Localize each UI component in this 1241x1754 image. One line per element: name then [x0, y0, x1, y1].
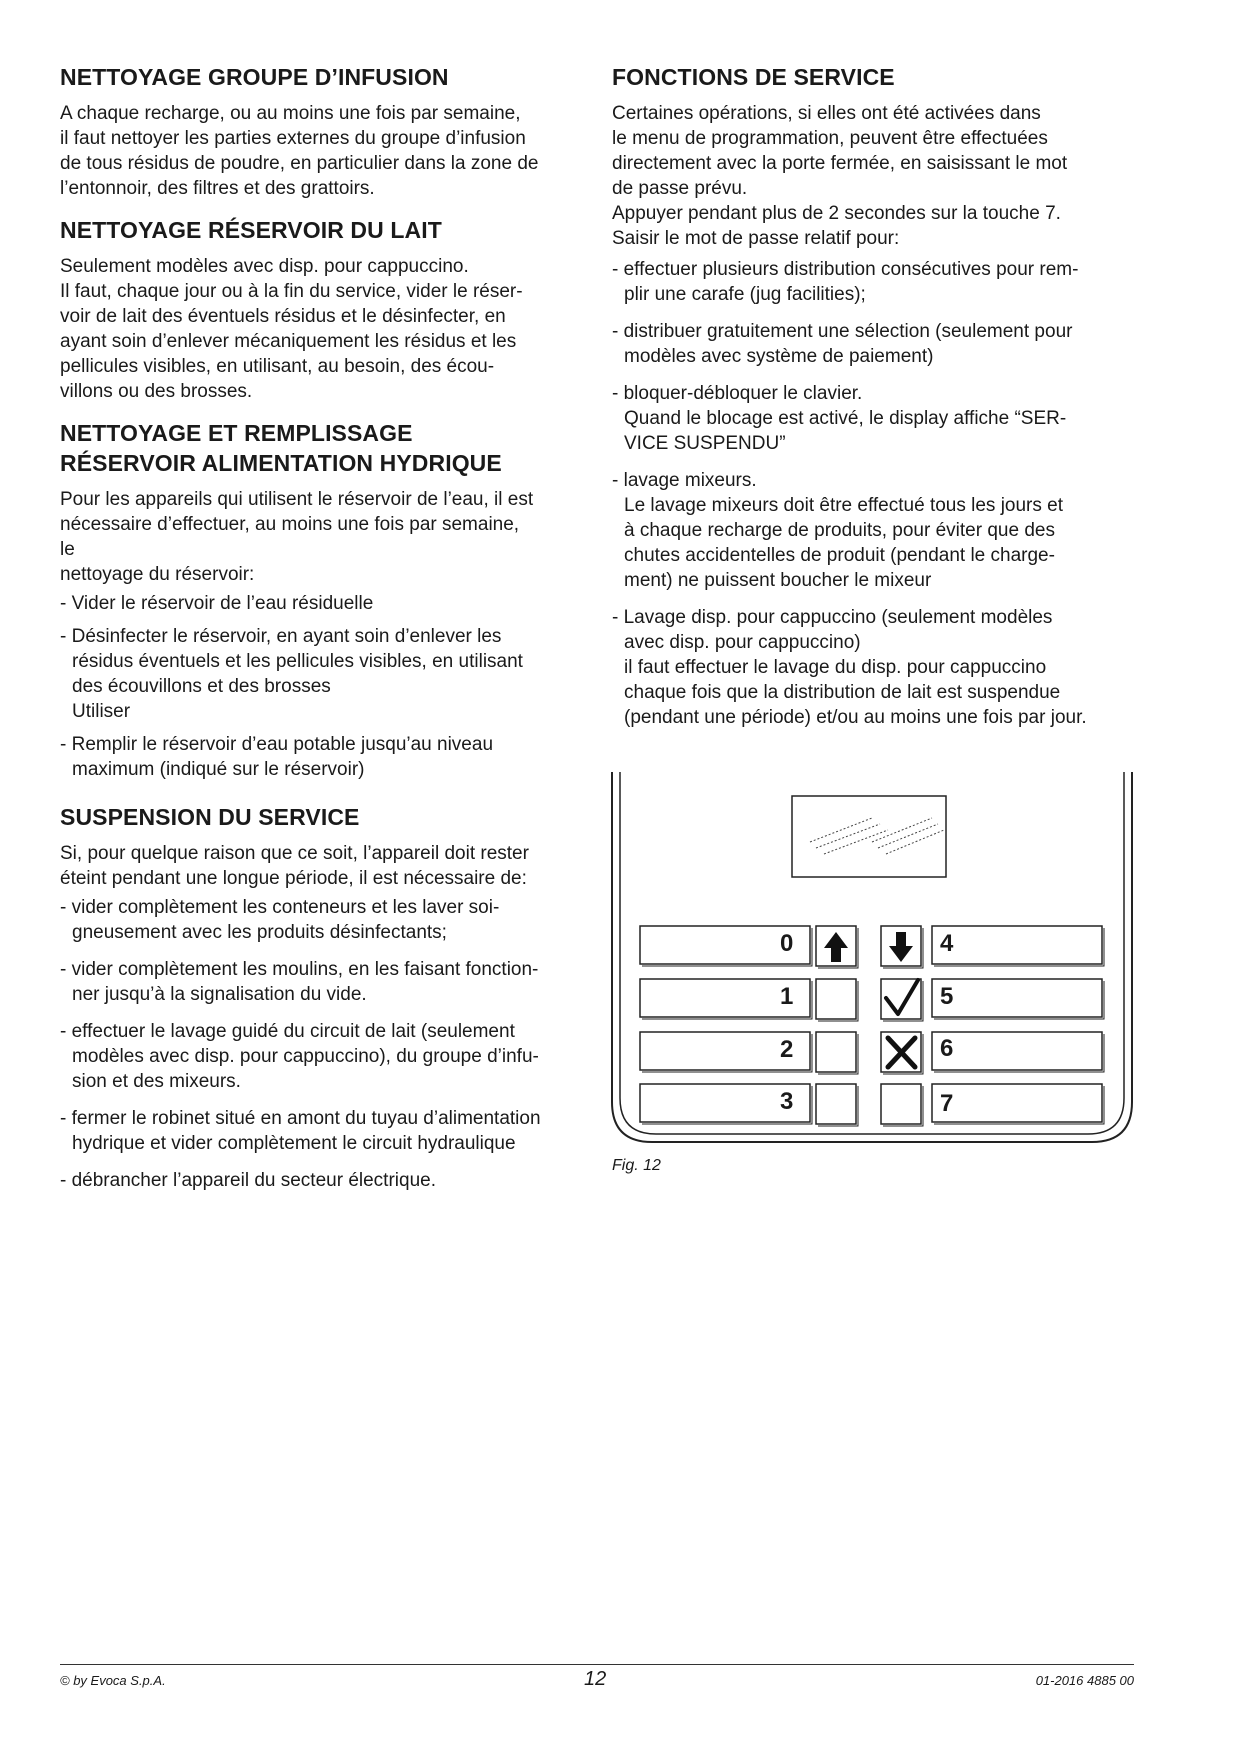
key-label-7: 7 [940, 1090, 954, 1117]
list-item: - Remplir le réservoir d’eau potable jusqu’au niveau maximum (indiqué sur le réservoir) [60, 734, 494, 780]
paragraph-suspension-service: Si, pour quelque raison que ce soit, l’appareil doit rester éteint pendant une longue période, il est nécessaire de: [60, 843, 529, 889]
heading-nettoyage-reservoir-lait: NETTOYAGE RÉSERVOIR DU LAIT [60, 217, 442, 243]
list-item: - Lavage disp. pour cappuccino (seulement modèles avec disp. pour cappuccino) il faut effectuer le lavage du disp. pour cappuccino chaque fois que la distribution de lait est suspendue (pendant une période) et/ou au moins une fois par jour. [612, 607, 1087, 728]
figure-caption: Fig. 12 [612, 1157, 661, 1174]
paragraph-fonctions-service: Certaines opérations, si elles ont été activées dans le menu de programmation, peuvent être effectuées directement avec la porte fermée, en saisissant le mot de passe prévu. Appuyer pendant plus de 2 secondes sur la touche 7. Saisir le mot de passe relatif pour: [612, 103, 1068, 249]
heading-nettoyage-groupe-infusion: NETTOYAGE GROUPE D’INFUSION [60, 64, 449, 90]
list-item: - distribuer gratuitement une sélection (seulement pour modèles avec système de paiement) [612, 321, 1073, 367]
left-column [60, 62, 590, 1205]
list-item: - Désinfecter le réservoir, en ayant soin d’enlever les résidus éventuels et les pellicules visibles, en utilisant des écouvillons et des brosses Utiliser [60, 626, 523, 722]
keypad-figure [610, 772, 1134, 1150]
key-label-5: 5 [940, 983, 954, 1010]
page-number: 12 [584, 1668, 607, 1690]
paragraph-groupe-infusion: A chaque recharge, ou au moins une fois par semaine, il faut nettoyer les parties externes du groupe d’infusion de tous résidus de poudre, en particulier dans la zone de l’entonnoir, des filtres et des grattoirs. [60, 103, 539, 199]
list-item: - bloquer-débloquer le clavier. Quand le blocage est activé, le display affiche “SER- VICE SUSPENDU” [612, 383, 1067, 454]
list-item: - débrancher l’appareil du secteur électrique. [60, 1170, 436, 1191]
key-label-2: 2 [780, 1036, 794, 1063]
right-column [612, 62, 1144, 742]
key-label-0: 0 [780, 930, 794, 957]
document-code: 01-2016 4885 00 [1035, 1673, 1134, 1688]
footer-divider [60, 1664, 1134, 1665]
key-label-3: 3 [780, 1088, 794, 1115]
right-key-bars [932, 926, 1102, 1122]
paragraph-reservoir-lait: Seulement modèles avec disp. pour cappuccino. Il faut, chaque jour ou à la fin du service, vider le réser- voir de lait des éventuels résidus et le désinfecter, en ayant soin d’enlever mécaniquement les résidus et les pellicules visibles, en utilisant, au besoin, des écou- villons ou des brosses. [60, 256, 523, 402]
list-fonctions-service [612, 257, 1144, 730]
list-item: - vider complètement les conteneurs et les laver soi- gneusement avec les produits désinfectants; [60, 897, 500, 943]
paragraph-reservoir-hydrique: Pour les appareils qui utilisent le réservoir de l’eau, il est nécessaire d’effectuer, au moins une fois par semaine, le nettoyage du réservoir: [60, 489, 534, 585]
list-item: - lavage mixeurs. Le lavage mixeurs doit être effectué tous les jours et à chaque recharge de produits, pour éviter que des chutes accidentelles de produit (pendant le charge- ment) ne puissent boucher le mixeur [612, 470, 1064, 591]
key-label-6: 6 [940, 1035, 954, 1062]
key-label-4: 4 [940, 930, 954, 957]
list-reservoir-hydrique [60, 591, 590, 782]
list-suspension-service [60, 895, 590, 1193]
list-item: - vider complètement les moulins, en les faisant fonction- ner jusqu’à la signalisation du vide. [60, 959, 539, 1005]
heading-fonctions-service: FONCTIONS DE SERVICE [612, 64, 895, 90]
heading-remplissage-reservoir-hydrique: NETTOYAGE ET REMPLISSAGE RÉSERVOIR ALIMENTATION HYDRIQUE [60, 420, 502, 476]
list-item: - effectuer le lavage guidé du circuit de lait (seulement modèles avec disp. pour cappuccino), du groupe d’infu- sion et des mixeurs. [60, 1021, 539, 1092]
list-item: - Vider le réservoir de l’eau résiduelle [60, 593, 374, 614]
keypad-drawing [610, 772, 1134, 1150]
display-screen [792, 796, 946, 877]
footer-copyright: © by Evoca S.p.A. [60, 1673, 166, 1688]
list-item: - effectuer plusieurs distribution consécutives pour rem- plir une carafe (jug facilities); [612, 259, 1079, 305]
list-item: - fermer le robinet situé en amont du tuyau d’alimentation hydrique et vider complètement le circuit hydraulique [60, 1108, 541, 1154]
heading-suspension-service: SUSPENSION DU SERVICE [60, 804, 360, 830]
key-label-1: 1 [780, 983, 794, 1010]
